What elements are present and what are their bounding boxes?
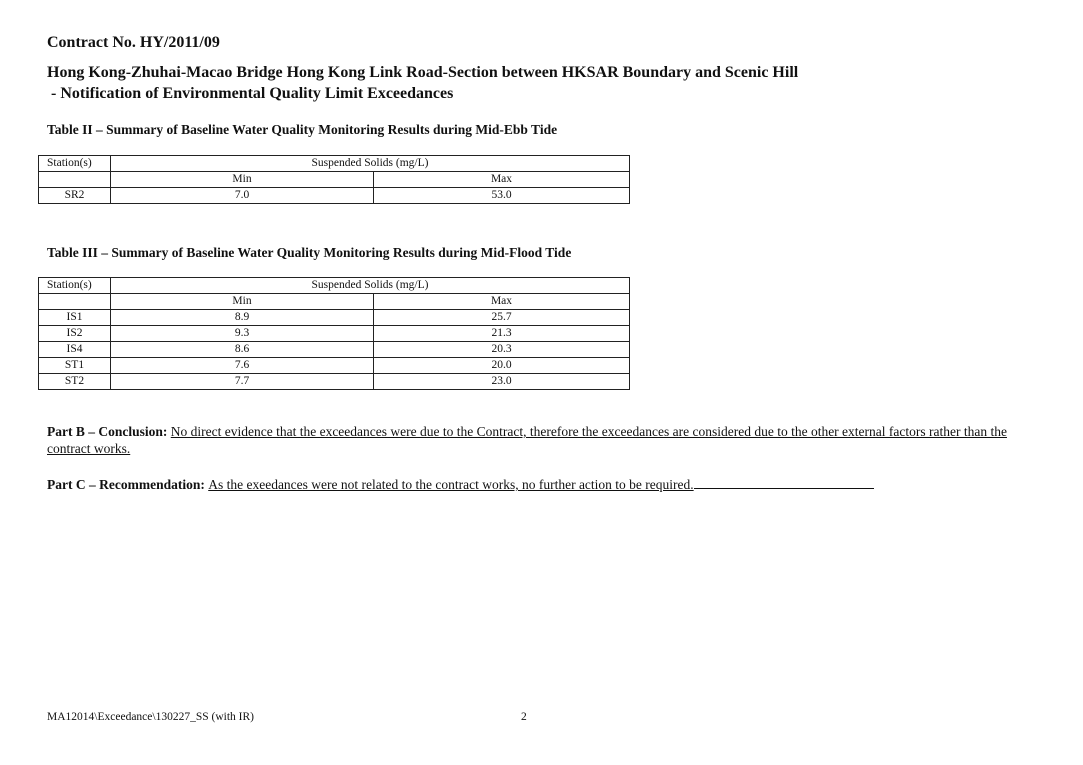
table-subheader-row xyxy=(39,294,630,310)
table-row xyxy=(39,310,630,326)
min-cell: 7.6 xyxy=(111,358,374,374)
station-header: Station(s) xyxy=(39,156,111,172)
part-c-text: As the exeedances were not related to the contract works, no further action to be required. xyxy=(208,477,694,492)
table-row xyxy=(39,374,630,390)
table-2-title: Table II – Summary of Baseline Water Quality Monitoring Results during Mid-Ebb Tide xyxy=(47,122,558,137)
table-header-row xyxy=(39,278,630,294)
document-title xyxy=(47,62,1047,104)
underline-rule xyxy=(694,478,874,489)
table-3-mid-flood xyxy=(38,277,630,390)
notification-subtitle: - Notification of Environmental Quality Limit Exceedances xyxy=(47,85,454,102)
max-cell: 21.3 xyxy=(374,326,630,342)
table-row xyxy=(39,342,630,358)
min-header: Min xyxy=(111,172,374,188)
part-b-text: No direct evidence that the exceedances were due to the Contract, therefore the exceedances are considered due to the other external factors rather than the contract works. xyxy=(47,424,1007,456)
max-header: Max xyxy=(374,294,630,310)
station-cell: ST1 xyxy=(39,358,111,374)
max-cell: 20.3 xyxy=(374,342,630,358)
table-row xyxy=(39,188,630,204)
table-2-mid-ebb xyxy=(38,155,630,204)
suspended-solids-header: Suspended Solids (mg/L) xyxy=(111,278,630,294)
max-header: Max xyxy=(374,172,630,188)
table-3-title: Table III – Summary of Baseline Water Quality Monitoring Results during Mid-Flood Tide xyxy=(47,245,572,260)
max-cell: 23.0 xyxy=(374,374,630,390)
min-cell: 8.6 xyxy=(111,342,374,358)
table-row xyxy=(39,326,630,342)
contract-number: Contract No. HY/2011/09 xyxy=(47,34,220,51)
suspended-solids-header: Suspended Solids (mg/L) xyxy=(111,156,630,172)
part-c-recommendation xyxy=(47,476,1012,493)
part-b-conclusion xyxy=(47,423,1012,457)
part-c-label: Part C – Recommendation: xyxy=(47,477,205,492)
max-cell: 20.0 xyxy=(374,358,630,374)
station-cell: IS2 xyxy=(39,326,111,342)
station-cell: IS1 xyxy=(39,310,111,326)
part-b-label: Part B – Conclusion: xyxy=(47,424,168,439)
table-header-row xyxy=(39,156,630,172)
max-cell: 25.7 xyxy=(374,310,630,326)
min-header: Min xyxy=(111,294,374,310)
min-cell: 9.3 xyxy=(111,326,374,342)
station-cell: SR2 xyxy=(39,188,111,204)
min-cell: 7.0 xyxy=(111,188,374,204)
blank-cell xyxy=(39,172,111,188)
project-title: Hong Kong-Zhuhai-Macao Bridge Hong Kong Link Road-Section between HKSAR Boundary and Scenic Hill xyxy=(47,64,799,81)
table-subheader-row xyxy=(39,172,630,188)
min-cell: 7.7 xyxy=(111,374,374,390)
footer-file-path: MA12014\Exceedance\130227_SS (with IR) xyxy=(47,711,254,723)
max-cell: 53.0 xyxy=(374,188,630,204)
table-row xyxy=(39,358,630,374)
page-number: 2 xyxy=(521,711,527,723)
min-cell: 8.9 xyxy=(111,310,374,326)
station-cell: IS4 xyxy=(39,342,111,358)
station-cell: ST2 xyxy=(39,374,111,390)
blank-cell xyxy=(39,294,111,310)
station-header: Station(s) xyxy=(39,278,111,294)
